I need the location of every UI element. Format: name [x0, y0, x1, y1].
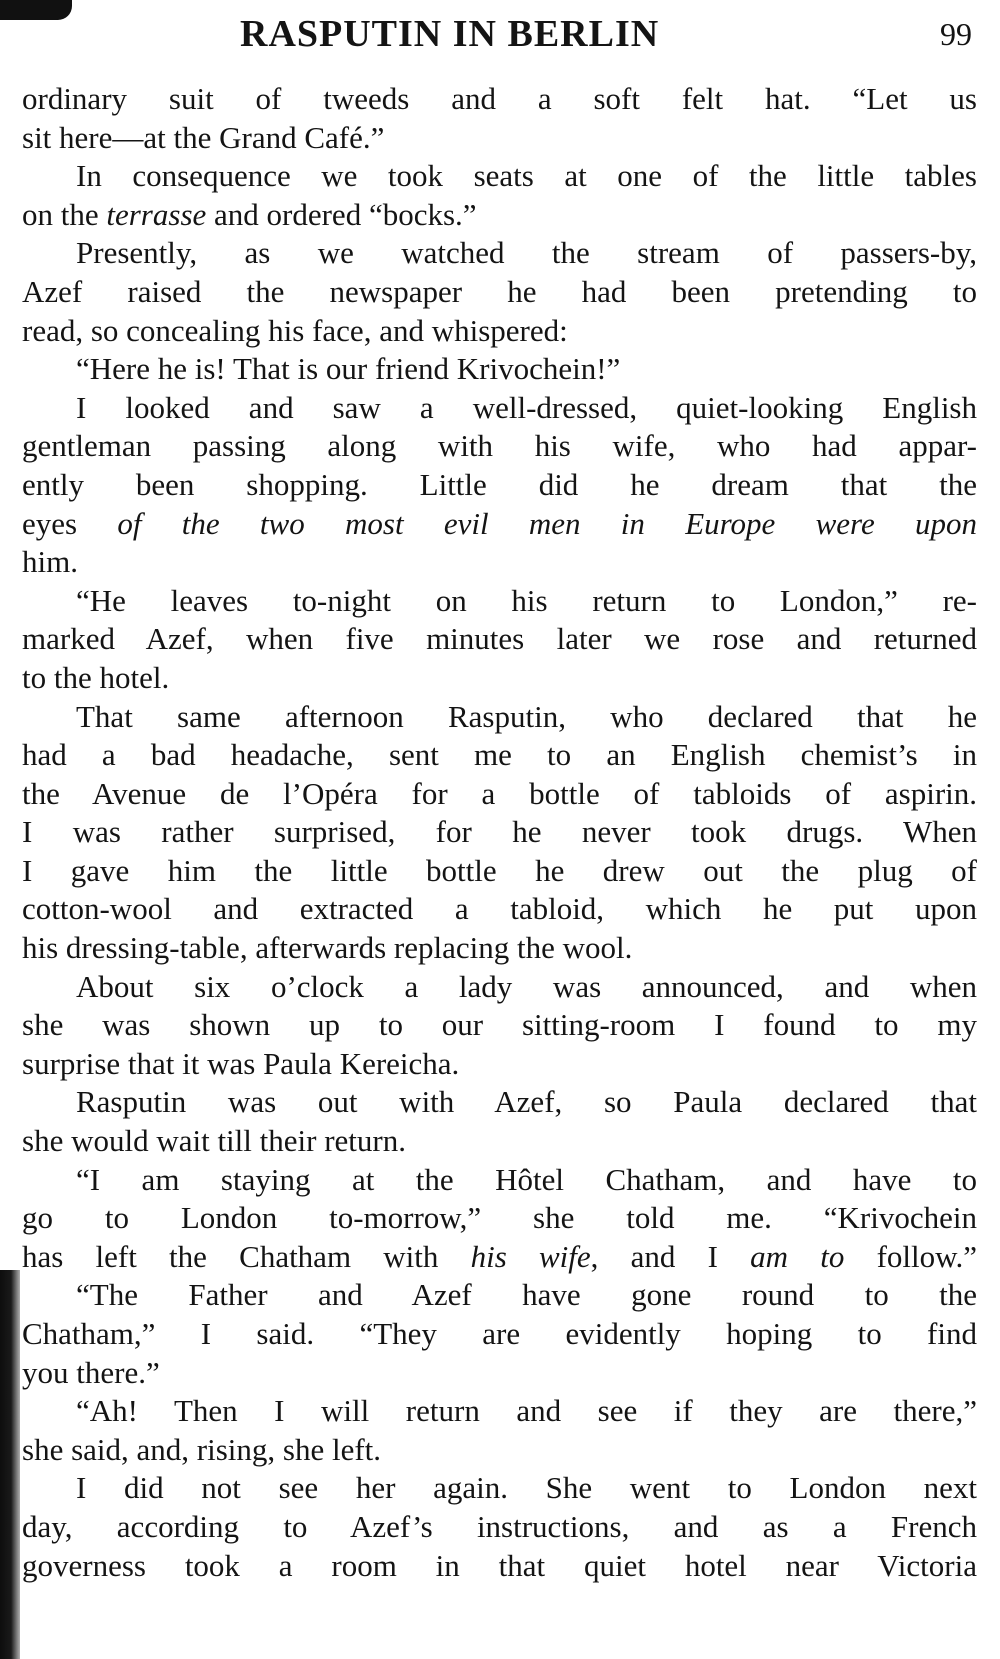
- text-line: governess took a room in that quiet hotel near Victoria: [22, 1547, 977, 1583]
- text-line: sit here—at the Grand Café.”: [22, 119, 385, 155]
- emphasis: terrasse: [106, 196, 207, 232]
- body-text: [22, 80, 977, 1585]
- text-line: to the hotel.: [22, 659, 170, 695]
- emphasis: am to: [750, 1238, 845, 1274]
- text-line: day, according to Azef’s instructions, and as a French: [22, 1508, 977, 1544]
- text-line: on the terrasse and ordered “bocks.”: [22, 196, 477, 232]
- text-line: go to London to-morrow,” she told me. “Krivochein: [22, 1200, 977, 1236]
- text-line: I gave him the little bottle he drew out the plug of: [22, 852, 977, 888]
- text-line: I looked and saw a well-dressed, quiet-looking English: [76, 389, 977, 425]
- text-line: him.: [22, 544, 78, 580]
- text-line: ordinary suit of tweeds and a soft felt hat. “Let us: [22, 81, 977, 116]
- text-line: I did not see her again. She went to London next: [76, 1470, 977, 1506]
- text-line: read, so concealing his face, and whispered:: [22, 312, 568, 348]
- text-line: “Here he is! That is our friend Krivochein!”: [76, 351, 621, 387]
- text-line: In consequence we took seats at one of the little tables: [76, 158, 977, 194]
- text-line: Azef raised the newspaper he had been pretending to: [22, 273, 977, 309]
- text-line: his dressing-table, afterwards replacing the wool.: [22, 930, 633, 966]
- text-line: had a bad headache, sent me to an English chemist’s in: [22, 737, 977, 773]
- text-line: ently been shopping. Little did he dream that the: [22, 466, 977, 502]
- text-line: That same afternoon Rasputin, who declared that he: [76, 698, 977, 734]
- text-line: Chatham,” I said. “They are evidently hoping to find: [22, 1316, 977, 1351]
- text-line: “The Father and Azef have gone round to the: [76, 1277, 977, 1313]
- emphasis: his wife: [470, 1238, 591, 1274]
- emphasis: of the two most evil men in Europe were upon: [117, 505, 977, 541]
- text-line: Rasputin was out with Azef, so Paula declared that: [76, 1084, 977, 1120]
- text-line: eyes of the two most evil men in Europe were upon: [22, 505, 977, 541]
- text-line: has left the Chatham with his wife, and I am to follow.”: [22, 1238, 978, 1274]
- page-header: [0, 12, 1000, 62]
- text-line: “He leaves to-night on his return to London,” re-: [76, 582, 977, 618]
- text-line: Presently, as we watched the stream of passers-by,: [76, 235, 977, 271]
- text-line: marked Azef, when five minutes later we rose and returned: [22, 621, 977, 657]
- text-line: “Ah! Then I will return and see if they are there,”: [76, 1393, 977, 1429]
- text-line: cotton-wool and extracted a tabloid, which he put upon: [22, 891, 977, 927]
- text-line: she said, and, rising, she left.: [22, 1431, 382, 1467]
- page-number: 99: [940, 16, 972, 52]
- text-line: the Avenue de l’Opéra for a bottle of tabloids of aspirin.: [22, 775, 977, 811]
- running-head: RASPUTIN IN BERLIN: [240, 13, 660, 55]
- text-line: “I am staying at the Hôtel Chatham, and have to: [76, 1161, 977, 1197]
- text-line: gentleman passing along with his wife, who had appar-: [22, 428, 977, 464]
- text-line: I was rather surprised, for he never took drugs. When: [22, 814, 977, 850]
- text-line: About six o’clock a lady was announced, and when: [76, 968, 977, 1004]
- binding-shadow: [0, 1270, 20, 1659]
- text-line: surprise that it was Paula Kereicha.: [22, 1045, 460, 1081]
- text-line: she would wait till their return.: [22, 1123, 406, 1159]
- text-line: you there.”: [22, 1354, 160, 1390]
- text-line: she was shown up to our sitting-room I found to my: [22, 1007, 977, 1043]
